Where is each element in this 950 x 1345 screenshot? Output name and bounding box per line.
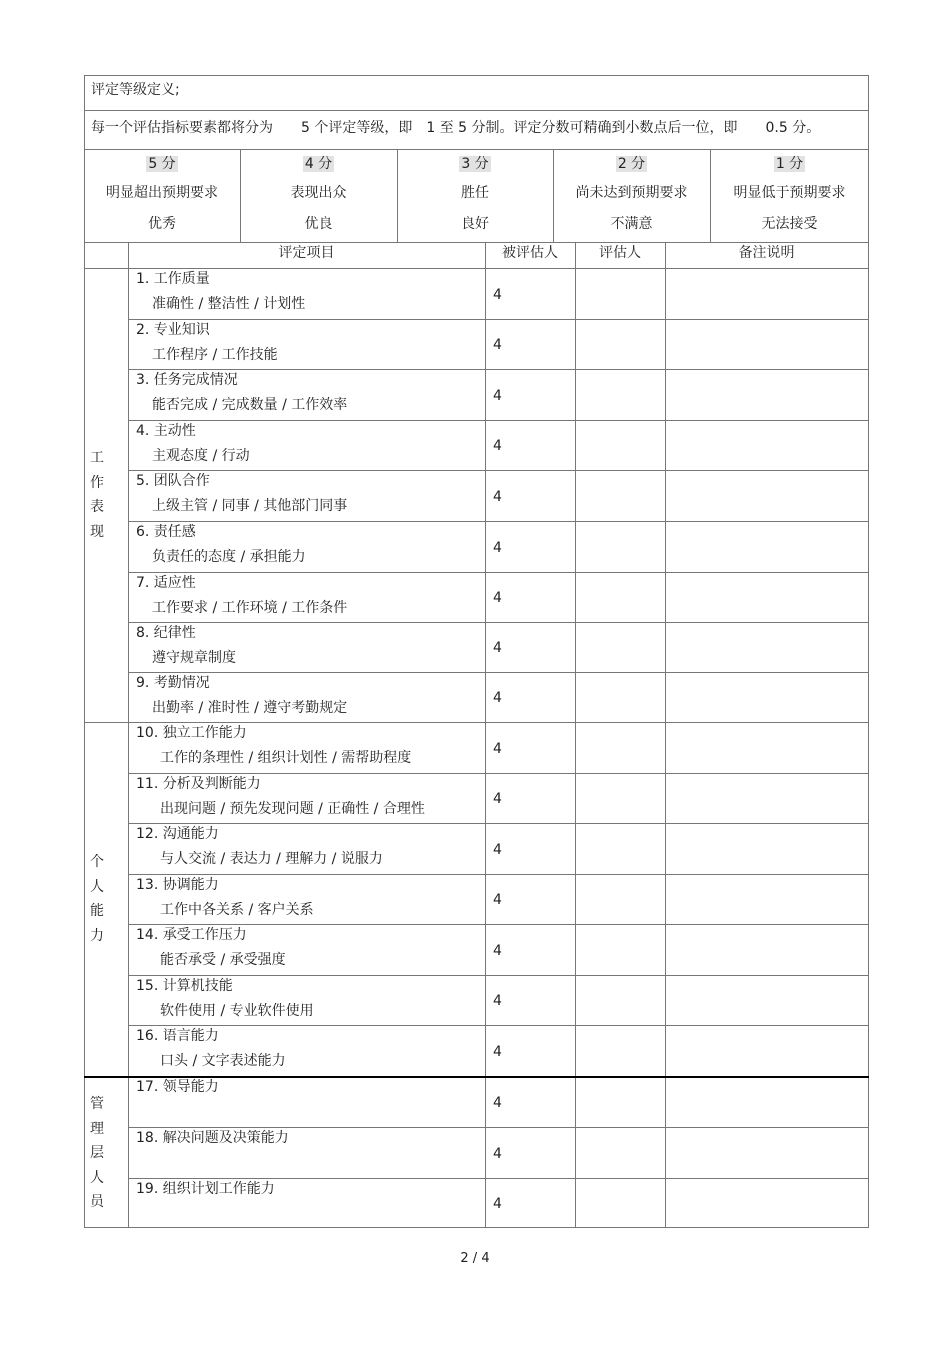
criterion-title: 4. 主动性 bbox=[136, 423, 196, 439]
criterion-details: 能否承受 / 承受强度 bbox=[160, 952, 286, 968]
criterion-title: 1. 工作质量 bbox=[136, 271, 210, 287]
category-management: 管 理 层 人 员 bbox=[90, 1096, 104, 1210]
header-evaluator: 评估人 bbox=[599, 245, 641, 261]
criterion-details: 软件使用 / 专业软件使用 bbox=[160, 1003, 314, 1019]
criterion-details: 出勤率 / 准时性 / 遵守考勤规定 bbox=[152, 700, 348, 716]
criterion-details: 工作程序 / 工作技能 bbox=[152, 347, 278, 363]
divider bbox=[128, 1127, 869, 1128]
evaluatee-score: 4 bbox=[493, 540, 502, 556]
evaluatee-score: 4 bbox=[493, 842, 502, 858]
divider bbox=[84, 110, 869, 111]
evaluatee-score: 4 bbox=[493, 438, 502, 454]
header-remarks: 备注说明 bbox=[738, 245, 795, 261]
criterion-details: 与人交流 / 表达力 / 理解力 / 说服力 bbox=[160, 851, 383, 867]
divider bbox=[84, 149, 869, 150]
criterion-title: 5. 团队合作 bbox=[136, 473, 210, 489]
criterion-title: 16. 语言能力 bbox=[136, 1028, 219, 1044]
divider bbox=[575, 243, 576, 1228]
level-score: 1 分 bbox=[775, 156, 804, 172]
criterion-details: 口头 / 文字表述能力 bbox=[160, 1053, 286, 1069]
evaluatee-score: 4 bbox=[493, 489, 502, 505]
divider bbox=[128, 672, 869, 673]
level-description: 尚未达到预期要求 bbox=[575, 185, 688, 201]
divider bbox=[128, 773, 869, 774]
evaluatee-score: 4 bbox=[493, 993, 502, 1009]
divider bbox=[128, 975, 869, 976]
evaluatee-score: 4 bbox=[493, 690, 502, 706]
definition-text: 每一个评估指标要素都将分为 5 个评定等级，即 1 至 5 分制。评定分数可精确到小数点后一位，即 0.5 分。 bbox=[91, 120, 821, 136]
criterion-title: 14. 承受工作压力 bbox=[136, 927, 247, 943]
divider bbox=[665, 243, 666, 1228]
category-personal-ability: 个 人 能 力 bbox=[90, 854, 104, 944]
level-score: 4 分 bbox=[304, 156, 333, 172]
criterion-title: 2. 专业知识 bbox=[136, 322, 210, 338]
divider bbox=[128, 622, 869, 623]
criterion-details: 遵守规章制度 bbox=[152, 650, 236, 666]
evaluatee-score: 4 bbox=[493, 590, 502, 606]
criterion-title: 17. 领导能力 bbox=[136, 1079, 219, 1095]
criterion-details: 负责任的态度 / 承担能力 bbox=[152, 549, 306, 565]
level-description: 表现出众 bbox=[290, 185, 347, 201]
level-grade: 良好 bbox=[461, 216, 489, 232]
level-grade: 无法接受 bbox=[761, 216, 818, 232]
evaluatee-score: 4 bbox=[493, 1095, 502, 1111]
evaluatee-score: 4 bbox=[493, 1146, 502, 1162]
level-score: 3 分 bbox=[461, 156, 489, 172]
criterion-details: 工作中各关系 / 客户关系 bbox=[160, 902, 314, 918]
evaluatee-score: 4 bbox=[493, 1196, 502, 1212]
divider bbox=[128, 319, 869, 320]
divider bbox=[128, 521, 869, 522]
divider bbox=[128, 874, 869, 875]
header-evaluatee: 被评估人 bbox=[502, 245, 558, 261]
criterion-details: 工作的条理性 / 组织计划性 / 需帮助程度 bbox=[160, 750, 412, 766]
evaluatee-score: 4 bbox=[493, 943, 502, 959]
level-grade: 优秀 bbox=[148, 216, 176, 232]
evaluatee-score: 4 bbox=[493, 640, 502, 656]
criterion-title: 8. 纪律性 bbox=[136, 625, 196, 641]
criterion-title: 18. 解决问题及决策能力 bbox=[136, 1130, 289, 1146]
evaluatee-score: 4 bbox=[493, 287, 502, 303]
level-score: 2 分 bbox=[617, 156, 646, 172]
evaluatee-score: 4 bbox=[493, 741, 502, 757]
criterion-details: 准确性 / 整洁性 / 计划性 bbox=[152, 296, 306, 312]
criterion-details: 出现问题 / 预先发现问题 / 正确性 / 合理性 bbox=[160, 801, 425, 817]
criterion-title: 7. 适应性 bbox=[136, 575, 196, 591]
criterion-title: 15. 计算机技能 bbox=[136, 978, 233, 994]
criterion-details: 主观态度 / 行动 bbox=[152, 448, 250, 464]
divider bbox=[485, 243, 486, 1228]
criterion-title: 9. 考勤情况 bbox=[136, 675, 210, 691]
divider bbox=[128, 1025, 869, 1026]
definition-title: 评定等级定义; bbox=[91, 82, 180, 98]
divider bbox=[128, 722, 869, 723]
evaluatee-score: 4 bbox=[493, 791, 502, 807]
divider bbox=[128, 243, 129, 1228]
level-grade: 优良 bbox=[304, 216, 333, 232]
divider bbox=[128, 1178, 869, 1179]
criterion-title: 6. 责任感 bbox=[136, 524, 196, 540]
level-grade: 不满意 bbox=[610, 216, 653, 232]
divider bbox=[128, 823, 869, 824]
evaluatee-score: 4 bbox=[493, 337, 502, 353]
category-work-performance: 工 作 表 现 bbox=[90, 450, 104, 540]
divider bbox=[128, 924, 869, 925]
divider bbox=[128, 572, 869, 573]
divider bbox=[128, 369, 869, 370]
divider bbox=[128, 420, 869, 421]
header-item: 评定项目 bbox=[278, 245, 335, 261]
criterion-title: 13. 协调能力 bbox=[136, 877, 219, 893]
level-description: 明显超出预期要求 bbox=[106, 185, 218, 201]
criterion-details: 工作要求 / 工作环境 / 工作条件 bbox=[152, 600, 348, 616]
criterion-title: 10. 独立工作能力 bbox=[136, 725, 247, 741]
divider bbox=[84, 722, 128, 723]
criterion-title: 19. 组织计划工作能力 bbox=[136, 1181, 275, 1197]
criterion-title: 3. 任务完成情况 bbox=[136, 372, 238, 388]
page-number: 2 / 4 bbox=[460, 1251, 490, 1266]
criterion-details: 上级主管 / 同事 / 其他部门同事 bbox=[152, 498, 348, 514]
criterion-title: 12. 沟通能力 bbox=[136, 826, 219, 842]
evaluatee-score: 4 bbox=[493, 388, 502, 404]
criterion-title: 11. 分析及判断能力 bbox=[136, 776, 261, 792]
evaluatee-score: 4 bbox=[493, 1044, 502, 1060]
criterion-details: 能否完成 / 完成数量 / 工作效率 bbox=[152, 397, 348, 413]
level-description: 明显低于预期要求 bbox=[733, 185, 846, 201]
level-score: 5 分 bbox=[148, 156, 176, 172]
divider bbox=[84, 268, 869, 269]
level-description: 胜任 bbox=[461, 185, 489, 201]
evaluatee-score: 4 bbox=[493, 892, 502, 908]
divider bbox=[128, 470, 869, 471]
